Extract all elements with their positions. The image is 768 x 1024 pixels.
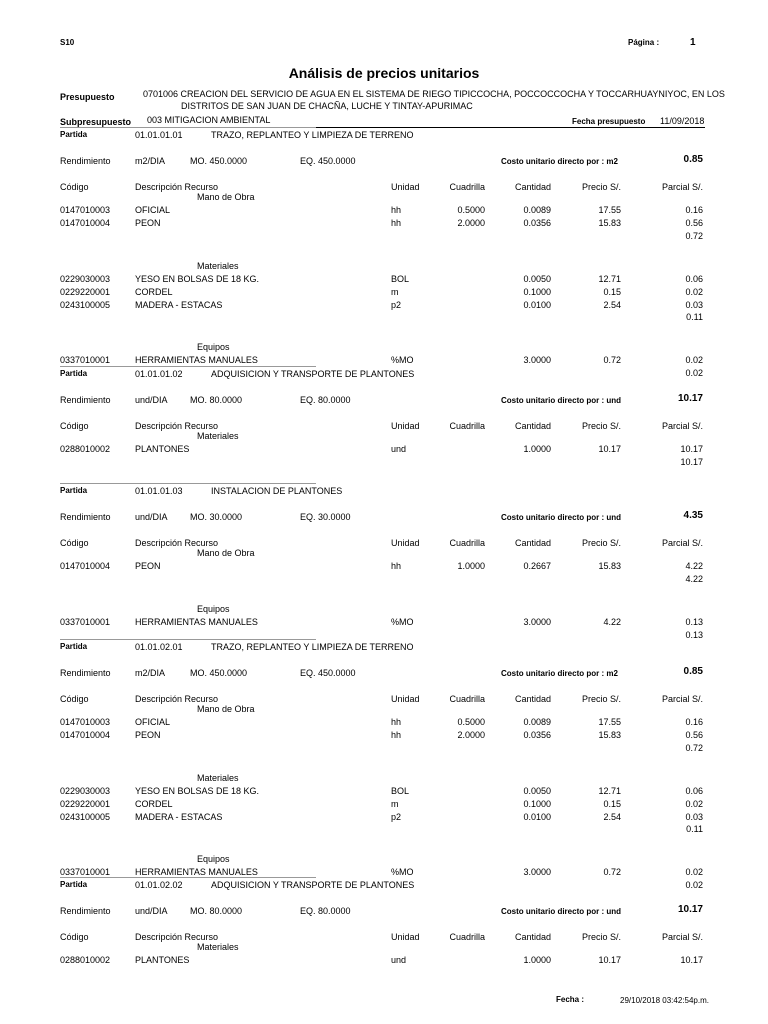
col-codigo-header: Código	[60, 538, 89, 548]
resource-description: OFICIAL	[135, 205, 171, 215]
resource-cantidad: 0.0050	[523, 273, 551, 284]
rendimiento-eq: EQ. 450.0000	[300, 156, 356, 166]
costo-unitario-label: Costo unitario directo por : und	[501, 907, 621, 916]
partida-divider	[60, 366, 316, 367]
resource-parcial: 0.16	[685, 717, 703, 727]
col-precio-header: Precio S/.	[581, 538, 621, 548]
group-label-materiales: Materiales	[197, 431, 239, 441]
resource-unit: %MO	[391, 355, 414, 366]
resource-precio: 2.54	[603, 299, 621, 310]
group-subtotal: 0.13	[685, 629, 703, 640]
col-codigo-header: Código	[60, 694, 89, 704]
resource-unit: p2	[391, 811, 402, 822]
resource-code: 0288010002	[60, 955, 111, 965]
page-title: Análisis de precios unitarios	[288, 65, 480, 81]
costo-unitario-label: Costo unitario directo por : m2	[501, 157, 618, 166]
resource-code: 0147010003	[60, 717, 111, 727]
col-cantidad-header: Cantidad	[514, 182, 551, 192]
col-cuadrilla-header: Cuadrilla	[449, 538, 485, 548]
resource-description: MADERA - ESTACAS	[135, 299, 223, 310]
group-subtotal: 0.72	[685, 230, 703, 241]
partida-divider	[60, 639, 316, 640]
col-parcial-header: Parcial S/.	[661, 182, 703, 192]
group-subtotal: 0.11	[686, 824, 703, 835]
presupuesto-line1: 0701006 CREACION DEL SERVICIO DE AGUA EN EL SISTEMA DE RIEGO TIPICCOCHA, POCCOCCOCHA Y TOCCARHUAYNIYOC, EN LOS	[143, 89, 725, 99]
resource-precio: 10.17	[598, 955, 621, 965]
resource-code: 0147010004	[60, 561, 111, 571]
resource-parcial: 4.22	[685, 561, 703, 571]
resource-cantidad: 0.0356	[523, 217, 551, 228]
resource-parcial: 0.02	[685, 286, 703, 297]
resource-code: 0147010004	[60, 729, 111, 740]
group-label-mano-obra: Mano de Obra	[197, 548, 255, 558]
partida-name: TRAZO, REPLANTEO Y LIMPIEZA DE TERRENO	[211, 130, 414, 140]
resource-cuadrilla: 2.0000	[457, 729, 485, 740]
rendimiento-unit: m2/DIA	[135, 668, 166, 678]
partida-code: 01.01.01.01	[135, 130, 183, 140]
resource-description: PLANTONES	[135, 955, 190, 965]
costo-unitario-value: 10.17	[677, 393, 703, 404]
group-subtotal: 0.72	[685, 742, 703, 753]
resource-precio: 17.55	[598, 205, 621, 215]
col-parcial-header: Parcial S/.	[661, 421, 703, 431]
rendimiento-mo: MO. 80.0000	[190, 906, 243, 916]
resource-parcial: 0.16	[685, 205, 703, 215]
resource-code: 0229220001	[60, 286, 111, 297]
partida-name: TRAZO, REPLANTEO Y LIMPIEZA DE TERRENO	[211, 642, 414, 652]
partida-divider	[60, 877, 316, 878]
resource-cantidad: 3.0000	[523, 616, 551, 627]
presupuesto-label: Presupuesto	[60, 92, 115, 102]
footer-fecha-value: 29/10/2018 03:42:54p.m.	[620, 996, 709, 1005]
col-precio-header: Precio S/.	[581, 182, 621, 192]
partida-divider	[60, 127, 316, 128]
resource-cuadrilla: 0.5000	[457, 205, 485, 215]
col-cantidad-header: Cantidad	[514, 932, 551, 942]
group-subtotal: 0.11	[686, 312, 703, 323]
resource-unit: %MO	[391, 616, 414, 627]
resource-parcial: 0.06	[685, 785, 703, 796]
resource-precio: 0.72	[603, 355, 621, 366]
resource-precio: 12.71	[598, 273, 621, 284]
partida-code: 01.01.02.01	[135, 642, 183, 652]
resource-unit: BOL	[391, 785, 410, 796]
resource-unit: und	[391, 955, 407, 965]
resource-unit: hh	[391, 729, 402, 740]
resource-description: HERRAMIENTAS MANUALES	[135, 355, 258, 366]
col-descripcion-header: Descripción Recurso	[135, 538, 219, 548]
col-cuadrilla-header: Cuadrilla	[449, 932, 485, 942]
resource-parcial: 0.56	[685, 217, 703, 228]
rendimiento-label: Rendimiento	[60, 668, 111, 678]
resource-precio: 15.83	[598, 217, 621, 228]
resource-description: PEON	[135, 561, 161, 571]
rendimiento-eq: EQ. 80.0000	[300, 906, 351, 916]
rendimiento-label: Rendimiento	[60, 906, 111, 916]
resource-parcial: 0.13	[685, 616, 703, 627]
resource-cantidad: 0.2667	[523, 561, 551, 571]
resource-unit: p2	[391, 299, 402, 310]
rendimiento-eq: EQ. 80.0000	[300, 395, 351, 405]
group-label-mano-obra: Mano de Obra	[197, 704, 255, 714]
resource-unit: BOL	[391, 273, 410, 284]
resource-code: 0337010001	[60, 616, 111, 627]
resource-description: MADERA - ESTACAS	[135, 811, 223, 822]
col-unidad-header: Unidad	[391, 182, 420, 192]
presupuesto-line2: DISTRITOS DE SAN JUAN DE CHACÑA, LUCHE Y TINTAY-APURIMAC	[181, 101, 473, 111]
col-cantidad-header: Cantidad	[514, 421, 551, 431]
resource-cantidad: 1.0000	[523, 444, 551, 454]
resource-description: OFICIAL	[135, 717, 171, 727]
group-subtotal: 4.22	[685, 573, 703, 584]
col-parcial-header: Parcial S/.	[661, 538, 703, 548]
resource-unit: hh	[391, 561, 402, 571]
resource-precio: 0.15	[603, 798, 621, 809]
col-unidad-header: Unidad	[391, 538, 420, 548]
resource-cantidad: 0.1000	[523, 286, 551, 297]
costo-unitario-label: Costo unitario directo por : m2	[501, 669, 618, 678]
resource-precio: 0.72	[603, 867, 621, 878]
col-unidad-header: Unidad	[391, 932, 420, 942]
resource-precio: 4.22	[603, 616, 621, 627]
rendimiento-unit: und/DIA	[135, 512, 168, 522]
col-precio-header: Precio S/.	[581, 421, 621, 431]
col-descripcion-header: Descripción Recurso	[135, 694, 219, 704]
partida-divider	[60, 483, 316, 484]
group-label-mano-obra: Mano de Obra	[197, 192, 255, 202]
rendimiento-unit: und/DIA	[135, 395, 168, 405]
resource-precio: 15.83	[598, 561, 621, 571]
group-subtotal: 10.17	[680, 456, 703, 467]
partida-code: 01.01.01.02	[135, 369, 183, 379]
resource-parcial: 10.17	[680, 955, 703, 965]
resource-parcial: 0.03	[685, 299, 703, 310]
resource-code: 0229030003	[60, 273, 111, 284]
subpresupuesto-value: 003 MITIGACION AMBIENTAL	[147, 115, 271, 125]
resource-code: 0337010001	[60, 355, 111, 366]
costo-unitario-value: 0.85	[683, 154, 703, 165]
rendimiento-eq: EQ. 450.0000	[300, 668, 356, 678]
col-cuadrilla-header: Cuadrilla	[449, 421, 485, 431]
resource-parcial: 0.03	[685, 811, 703, 822]
resource-parcial: 0.02	[685, 798, 703, 809]
costo-unitario-value: 0.85	[683, 666, 703, 677]
resource-precio: 12.71	[598, 785, 621, 796]
col-codigo-header: Código	[60, 421, 89, 431]
group-label-equipos: Equipos	[197, 854, 230, 865]
costo-unitario-label: Costo unitario directo por : und	[501, 396, 621, 405]
costo-unitario-value: 10.17	[677, 904, 703, 915]
partida-label: Partida	[60, 880, 88, 889]
resource-cuadrilla: 0.5000	[457, 717, 485, 727]
resource-precio: 17.55	[598, 717, 621, 727]
group-label-equipos: Equipos	[197, 342, 230, 353]
resource-precio: 0.15	[603, 286, 621, 297]
resource-description: CORDEL	[135, 798, 173, 809]
resource-precio: 2.54	[603, 811, 621, 822]
col-parcial-header: Parcial S/.	[661, 694, 703, 704]
resource-parcial: 0.06	[685, 273, 703, 284]
rendimiento-mo: MO. 80.0000	[190, 395, 243, 405]
col-cantidad-header: Cantidad	[514, 694, 551, 704]
partida-label: Partida	[60, 642, 88, 651]
col-descripcion-header: Descripción Recurso	[135, 932, 219, 942]
resource-cantidad: 0.0089	[523, 717, 551, 727]
rendimiento-eq: EQ. 30.0000	[300, 512, 351, 522]
fecha-presupuesto-label: Fecha presupuesto	[572, 117, 646, 126]
resource-code: 0147010003	[60, 205, 111, 215]
resource-parcial: 0.02	[685, 355, 703, 366]
resource-cantidad: 0.0356	[523, 729, 551, 740]
resource-cuadrilla: 1.0000	[457, 561, 485, 571]
resource-description: CORDEL	[135, 286, 173, 297]
partida-label: Partida	[60, 369, 88, 378]
col-descripcion-header: Descripción Recurso	[135, 182, 219, 192]
resource-cuadrilla: 2.0000	[457, 217, 485, 228]
resource-code: 0229220001	[60, 798, 111, 809]
rendimiento-mo: MO. 450.0000	[190, 156, 248, 166]
col-precio-header: Precio S/.	[581, 694, 621, 704]
page-number: 1	[690, 37, 696, 48]
partida-label: Partida	[60, 486, 88, 495]
resource-cantidad: 0.0100	[523, 299, 551, 310]
page-label: Página :	[628, 38, 660, 47]
col-unidad-header: Unidad	[391, 421, 420, 431]
resource-code: 0229030003	[60, 785, 111, 796]
resource-cantidad: 1.0000	[523, 955, 551, 965]
partida-name: INSTALACION DE PLANTONES	[211, 486, 343, 496]
resource-unit: hh	[391, 217, 402, 228]
resource-cantidad: 3.0000	[523, 867, 551, 878]
partida-label: Partida	[60, 130, 88, 139]
rendimiento-label: Rendimiento	[60, 512, 111, 522]
rendimiento-label: Rendimiento	[60, 156, 111, 166]
partida-name: ADQUISICION Y TRANSPORTE DE PLANTONES	[211, 369, 415, 379]
resource-unit: m	[391, 286, 399, 297]
rendimiento-unit: m2/DIA	[135, 156, 166, 166]
resource-precio: 15.83	[598, 729, 621, 740]
resource-code: 0243100005	[60, 299, 111, 310]
costo-unitario-value: 4.35	[683, 510, 703, 521]
col-parcial-header: Parcial S/.	[661, 932, 703, 942]
resource-parcial: 0.02	[685, 867, 703, 878]
col-descripcion-header: Descripción Recurso	[135, 421, 219, 431]
group-subtotal: 0.02	[685, 880, 703, 891]
col-cantidad-header: Cantidad	[514, 538, 551, 548]
col-unidad-header: Unidad	[391, 694, 420, 704]
col-codigo-header: Código	[60, 932, 89, 942]
resource-description: YESO EN BOLSAS DE 18 KG.	[135, 785, 260, 796]
group-label-materiales: Materiales	[197, 942, 239, 952]
col-precio-header: Precio S/.	[581, 932, 621, 942]
resource-unit: hh	[391, 717, 402, 727]
resource-code: 0147010004	[60, 217, 111, 228]
rendimiento-unit: und/DIA	[135, 906, 168, 916]
resource-unit: m	[391, 798, 399, 809]
group-label-materiales: Materiales	[197, 260, 239, 271]
resource-description: HERRAMIENTAS MANUALES	[135, 867, 258, 878]
group-subtotal: 0.02	[685, 368, 703, 379]
group-label-materiales: Materiales	[197, 772, 239, 783]
resource-cantidad: 0.0089	[523, 205, 551, 215]
resource-cantidad: 0.1000	[523, 798, 551, 809]
resource-description: PEON	[135, 217, 161, 228]
resource-code: 0243100005	[60, 811, 111, 822]
resource-cantidad: 3.0000	[523, 355, 551, 366]
resource-description: PLANTONES	[135, 444, 190, 454]
resource-parcial: 0.56	[685, 729, 703, 740]
resource-description: YESO EN BOLSAS DE 18 KG.	[135, 273, 260, 284]
rendimiento-label: Rendimiento	[60, 395, 111, 405]
footer-fecha-label: Fecha :	[556, 995, 585, 1004]
group-label-equipos: Equipos	[197, 603, 230, 614]
partida-code: 01.01.01.03	[135, 486, 183, 496]
report-code: S10	[60, 38, 75, 47]
col-codigo-header: Código	[60, 182, 89, 192]
costo-unitario-label: Costo unitario directo por : und	[501, 513, 621, 522]
resource-unit: hh	[391, 205, 402, 215]
partida-name: ADQUISICION Y TRANSPORTE DE PLANTONES	[211, 880, 415, 890]
rendimiento-mo: MO. 450.0000	[190, 668, 248, 678]
rendimiento-mo: MO. 30.0000	[190, 512, 243, 522]
resource-unit: und	[391, 444, 407, 454]
subpresupuesto-label: Subpresupuesto	[60, 117, 132, 127]
resource-cantidad: 0.0050	[523, 785, 551, 796]
resource-unit: %MO	[391, 867, 414, 878]
resource-description: PEON	[135, 729, 161, 740]
resource-cantidad: 0.0100	[523, 811, 551, 822]
fecha-presupuesto-value: 11/09/2018	[660, 116, 705, 126]
resource-code: 0288010002	[60, 444, 111, 454]
resource-code: 0337010001	[60, 867, 111, 878]
resource-precio: 10.17	[598, 444, 621, 454]
col-cuadrilla-header: Cuadrilla	[449, 694, 485, 704]
resource-parcial: 10.17	[680, 444, 703, 454]
resource-description: HERRAMIENTAS MANUALES	[135, 616, 258, 627]
partida-code: 01.01.02.02	[135, 880, 183, 890]
col-cuadrilla-header: Cuadrilla	[449, 182, 485, 192]
